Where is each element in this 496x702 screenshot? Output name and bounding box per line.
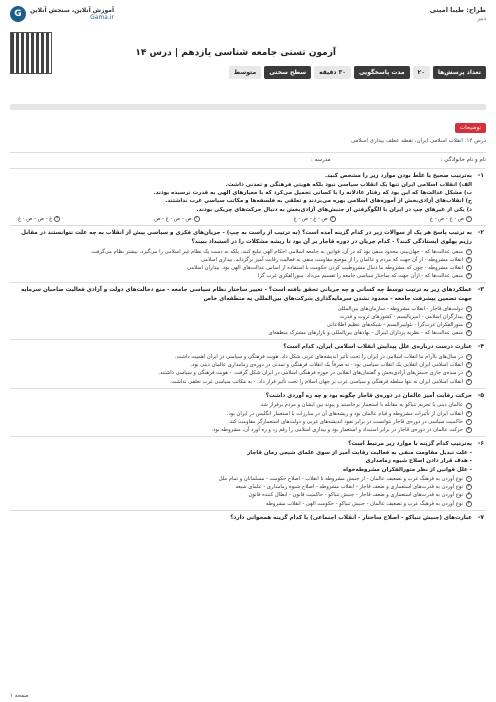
- answer-option[interactable]: [18, 215, 60, 223]
- option-text: انقلاب مشروطه - چون که مشروطه ما دنبال مشروطیت کردن حکومت با استفاده از اساس عدالت‌های الهی بود. بیداران اسلامی: [187, 265, 463, 272]
- question-number: ۲-: [477, 229, 485, 237]
- divider-bar: [10, 104, 486, 110]
- answer-option[interactable]: [10, 491, 472, 499]
- option-text: حرکت عالمان در دوره‌ی قاجار در برابر استبداد و استعمار بود و بیداری اسلامی را رقم زد و ره آورد آن، مشروطه بود.: [211, 427, 463, 434]
- option-circle-icon[interactable]: ۲: [331, 216, 335, 222]
- option-text: انقلاب ایران از تأثیرات مشروطه و قیام عالمان بود و ریشه‌های آن در مبارزات با استعمار انگلیس در ایران بود.: [226, 410, 463, 417]
- question-stem: به ترتیب پاسخ هر یک از سوالات زیر در کدام گزینه آمده است؟ (به ترتیب از راست به چپ) - جریان‌های فکری و سیاسی پیش از انقلاب به چه علت نتوانستند در مقابل رژیم پهلوی ایستادگی کنند؟ - کدام جریان در دوره قاجار بر آن بود تا ریشه مشکلات را در استبداد ببیند؟: [21, 230, 472, 246]
- answer-option[interactable]: [10, 264, 472, 272]
- question-number: ۶-: [477, 440, 485, 448]
- explanation-section: [10, 114, 486, 144]
- option-circle-icon[interactable]: ۱: [467, 476, 471, 482]
- page-number: صفحه ۱: [10, 693, 29, 699]
- option-circle-icon[interactable]: ۱: [467, 402, 471, 408]
- difficulty-value: متوسط: [229, 66, 261, 79]
- answer-option[interactable]: [10, 410, 472, 418]
- option-text: انقلاب اسلامی ایران انقلابی یک انقلاب سیاسی بود - نه صرفاً یک انقلاب فرهنگی و تمدنی در دوره‌ی زمامداری عالمان دینی بود.: [190, 362, 463, 369]
- answer-option[interactable]: [10, 500, 472, 508]
- option-circle-icon[interactable]: ۴: [467, 273, 471, 279]
- answer-option[interactable]: [10, 305, 472, 313]
- question-item: [10, 436, 486, 510]
- answer-options: [10, 353, 472, 386]
- question-body: [10, 229, 472, 280]
- option-text: منفی عدالت‌ها که - ازآن جهت که ساختار سیاسی جامعه را تقسیم می‌داد. منورالفکری غرب گرا: [257, 273, 463, 280]
- option-text: ص - غ - ص - غ: [429, 216, 464, 223]
- option-text: عالمان دینی با تحریم تنباکو به مقابله با استعمار برخاستند و پیوند بین ایشان و مردم برقرار شد.: [259, 402, 463, 409]
- option-circle-icon[interactable]: ۳: [195, 216, 198, 222]
- answer-options: [10, 475, 472, 508]
- explanation-text: درس ۱۴: انقلاب اسلامی ایران، نقطه عطف بیداری اسلامی: [350, 138, 486, 144]
- answer-option[interactable]: [10, 248, 472, 256]
- option-text: انقلاب مشروطه - از آن جهت که مردم و عالمان را از موضع مقاومت منفی به فعالیت رقابت آمیز برگرداند. بیداری اسلامی: [200, 256, 463, 263]
- answer-options: [10, 305, 472, 338]
- answer-option[interactable]: [10, 426, 472, 434]
- question-statement: ج) انقلاب‌های آزادی‌بخش از آموزه‌های اسلامی بهره می‌بردند و تعلقی به فلسفه‌ها و مکاتب سیاسی غرب نداشتند.: [165, 198, 472, 205]
- option-circle-icon[interactable]: ۲: [467, 410, 471, 416]
- designer-name: طراح: طیبا امینی: [429, 6, 486, 14]
- option-text: نوع آوردن به فرهنگ غرب و تضعیف عالمان - جنبش تنباکو - حکومت الهی - انقلاب مشروطه: [265, 500, 463, 507]
- qr-code-icon: [10, 32, 52, 74]
- question-stem: به‌ترتیب صحیح یا غلط بودن موارد زیر را مشخص کنید.: [324, 173, 472, 179]
- option-text: غ - ص - ص - غ: [18, 216, 53, 223]
- question-list: [10, 168, 486, 524]
- question-statement: الف) انقلاب اسلامی ایران تنها یک انقلاب سیاسی نبود بلکه هویتی فرهنگی و تمدنی داشت.: [225, 181, 472, 188]
- answer-option[interactable]: [10, 329, 472, 337]
- question-number: ۵-: [477, 391, 485, 399]
- answer-option[interactable]: [10, 475, 472, 483]
- answer-option[interactable]: [294, 215, 336, 223]
- question-item: [10, 339, 486, 387]
- answer-option[interactable]: [10, 401, 472, 409]
- designer-role: دبیر: [477, 16, 486, 22]
- answer-option[interactable]: [10, 361, 472, 369]
- question-stem: به‌ترتیب کدام گزینه با موارد زیر مرتبط است؟: [348, 441, 472, 448]
- option-circle-icon[interactable]: ۲: [467, 256, 471, 262]
- option-circle-icon[interactable]: ۳: [467, 265, 471, 271]
- answer-option[interactable]: [10, 483, 472, 491]
- header: [10, 6, 486, 30]
- option-circle-icon[interactable]: ۴: [467, 427, 471, 433]
- question-number: ۴-: [477, 343, 485, 351]
- question-item: [10, 225, 486, 282]
- question-item: [10, 168, 486, 225]
- answer-option[interactable]: [10, 321, 472, 329]
- answer-option[interactable]: [10, 256, 472, 264]
- question-number: ۳-: [477, 286, 485, 294]
- answer-option[interactable]: [10, 353, 472, 361]
- question-statement: - هدف قرار دادن اصلاح شیوه زمامداری: [365, 458, 472, 465]
- question-body: [10, 514, 472, 523]
- option-text: نوع آوردن به فرهنگ غرب و تضعیف عالمان - از جنبش مشروطه تا انقلاب - اصلاح حکومت - مسلمانان و تمام ملل: [218, 476, 463, 483]
- question-stem: عبارت درست درباره‌ی علل پیدایش انقلاب اسلامی ایران، کدام است؟: [283, 344, 472, 351]
- option-circle-icon[interactable]: ۴: [467, 330, 471, 336]
- difficulty-label: سطح سختی: [264, 66, 311, 79]
- option-text: دولت‌های قاجار - انقلاب مشروطه - سازمان‌های بین‌المللی: [337, 305, 463, 312]
- question-body: [10, 343, 472, 385]
- question-item: [10, 510, 486, 525]
- question-stem: عملکردهای زیر به ترتیب توسط چه کسانی و چه جریانی تحقق یافته است؟ - تغییر ساختار نظام سیاسی جامعه - منع دخالت‌های دولت و آزادی فعالیت صاحبان سرمایه جهت تضمین پیشرفت جامعه - محدود نشدن سرمایه‌گذاری شرکت‌های بین‌المللی به منطقه‌ای خاص: [20, 287, 472, 303]
- answer-option[interactable]: [10, 313, 472, 321]
- student-name-label[interactable]: نام و نام خانوادگی :: [440, 157, 486, 163]
- info-bar: [229, 66, 486, 79]
- question-number: ۷-: [477, 513, 485, 521]
- option-text: حاکمیت سیاسی در دوره‌ی قاجار نتوانست در برابر نفوذ اندیشه‌های غربی و دولت‌های استعمارگر مقاومت کند.: [228, 418, 463, 425]
- duration-value: ۳۰ دقیقه: [314, 66, 351, 79]
- option-circle-icon[interactable]: ۳: [467, 418, 471, 424]
- question-stem: عبارت‌های (جنبش تنباکو - اصلاح ساختار - انقلاب اجتماعی) با کدام گزینه همخوانی دارد؟: [230, 514, 472, 521]
- answer-options: [10, 401, 472, 434]
- option-circle-icon[interactable]: ۲: [467, 484, 471, 490]
- option-circle-icon[interactable]: ۴: [56, 216, 59, 222]
- option-text: ص - ص - غ - ص: [154, 216, 192, 223]
- option-text: منورالفکران غرب‌گرا - نئولیبرالیسم - شبکه‌های عظیم اطلاعاتی: [326, 322, 463, 329]
- option-circle-icon[interactable]: ۱: [467, 248, 471, 254]
- question-statement: - علل قوانین از نظر منورالفکران مشروطه‌خواه: [342, 466, 472, 473]
- answer-option[interactable]: [10, 378, 472, 386]
- option-circle-icon[interactable]: ۳: [467, 370, 471, 376]
- answer-option[interactable]: [10, 272, 472, 280]
- duration-label: مدت پاسخگویی: [354, 66, 410, 79]
- student-info-row: [10, 152, 486, 163]
- option-text: در سده‌ی جاری جنبش‌های آزادی‌بخش و گفتمان‌های انقلابی در حوزه فرهنگی اسلامی در ایران شکل گرفت. - هویت فرهنگی و سیاسی داشتند.: [158, 370, 463, 377]
- answer-options: [10, 248, 472, 281]
- question-item: [10, 388, 486, 436]
- option-circle-icon[interactable]: ۲: [467, 362, 471, 368]
- question-count-value: ۲۰: [413, 66, 430, 79]
- answer-option[interactable]: [154, 215, 199, 223]
- option-text: ص - غ - ص - غ: [293, 216, 328, 223]
- answer-options: [10, 215, 472, 223]
- answer-option[interactable]: [430, 215, 472, 223]
- option-text: بیدارگران اسلامی - امپریالیسم - کشورهای ثروت و قدرت: [339, 313, 463, 320]
- option-text: در سال‌های ناآرام ما انقلاب اسلامی در ایران را تحت تأثیر اندیشه‌های غربی شکل داد. هویت فرهنگی و سیاسی در ایران اهمیت داشت.: [174, 354, 463, 361]
- question-stem: حرکت رقابت آمیز عالمان در دوره‌ی قاجار چگونه بود و چه ره آوردی داشت؟: [265, 392, 472, 399]
- option-text: انقلاب اسلامی ایران نه تنها سلطه فرهنگی و سیاسی غرب بر جهان اسلام را تحت تأثیر قرار داد. - به مکاتب سیاسی غرب تعلقی نداشت.: [169, 378, 463, 385]
- brand-url: Gama.ir: [90, 14, 115, 21]
- option-text: منفی عدالت‌ها که - جهان‌بینی محدود منفی بود که در آن، قوانین به جامعه اسلامی احکام الهی تبلیغ کنند. بلکه به دست یک نظام غیر اسلامی را می‌گیرد. بیشتر نظام می‌گرفت.: [90, 248, 463, 255]
- option-circle-icon[interactable]: ۳: [467, 492, 471, 498]
- exam-title: آزمون تستی جامعه شناسی یازدهم | درس ۱۴: [135, 48, 336, 58]
- question-body: [10, 286, 472, 337]
- option-text: نوع آوردن به قدرت‌های استعماری و ضعف قاجار - انقلاب مشروطه - اصلاح شیوه زمامداری - علمای شیعه: [235, 484, 463, 491]
- question-count-label: تعداد پرسش‌ها: [433, 66, 486, 79]
- question-statement: - علت تبدیل مقاومت منفی به فعالیت رقابت آمیز از سوی علمای شیعی زمان قاجار: [247, 449, 472, 456]
- question-body: [10, 440, 472, 508]
- option-text: منفی عدالت‌ها که - نظریه پردازان لیبرال - نهادهای بین‌المللی و بازارهای مشترک منطقه‌ای: [268, 330, 463, 337]
- designer-block: [430, 6, 486, 22]
- brand-text: [30, 7, 114, 21]
- brand-logo-icon: G: [10, 6, 26, 22]
- question-number: ۱-: [477, 172, 485, 179]
- question-statement: ب) مشکل عدالت‌ها که این بود که رفتار عادلانه را با کسانی تحمیل می‌کرد که با معیارهای الهی به قدرت نرسیده بودند.: [153, 190, 472, 196]
- option-circle-icon[interactable]: ۴: [467, 378, 471, 384]
- answer-option[interactable]: [10, 418, 472, 426]
- brand[interactable]: [10, 6, 114, 22]
- option-circle-icon[interactable]: ۲: [467, 313, 471, 319]
- question-body: [10, 172, 472, 223]
- explanation-badge: توضیحات: [455, 123, 486, 133]
- question-item: [10, 282, 486, 339]
- option-circle-icon[interactable]: ۱: [467, 216, 471, 222]
- option-circle-icon[interactable]: ۱: [467, 305, 471, 311]
- option-circle-icon[interactable]: ۳: [467, 322, 471, 328]
- question-body: [10, 392, 472, 434]
- school-label[interactable]: مدرسه :: [310, 157, 331, 163]
- option-circle-icon[interactable]: ۴: [467, 500, 471, 506]
- question-statement: د) یکی از غیرهای چپ در ایران با الگوگرفتن از جنبش‌های آزادی‌بخش به دنبال حرکت‌های چریکی بودند.: [196, 206, 472, 213]
- brand-tagline: آموزش آنلاین، سنجش آنلاین: [30, 7, 115, 14]
- option-circle-icon[interactable]: ۱: [467, 354, 471, 360]
- option-text: نوع آوردن به قدرت‌های استعماری و ضعف قاجار - جنبش تنباکو - حاکمیت قانون - ابطال کننده قانون: [248, 492, 463, 499]
- answer-option[interactable]: [10, 369, 472, 377]
